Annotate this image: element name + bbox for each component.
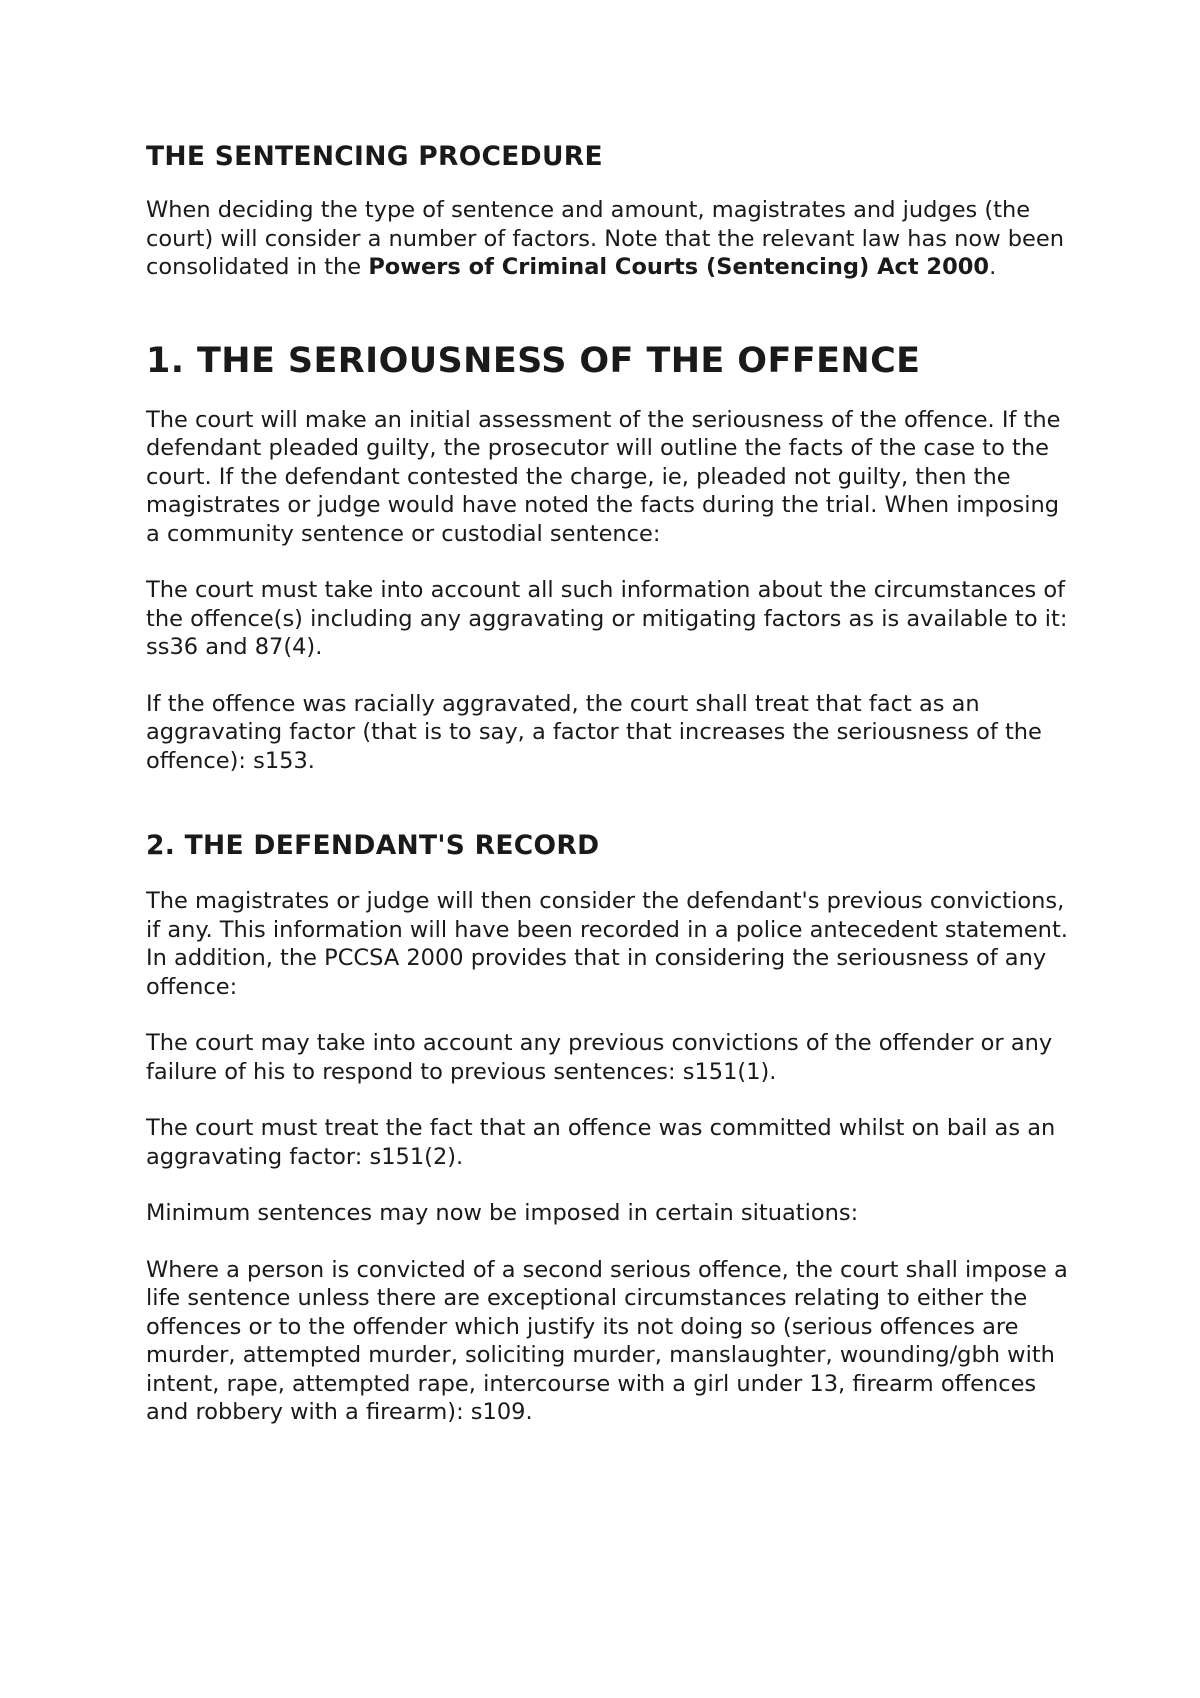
document-title: THE SENTENCING PROCEDURE	[146, 141, 603, 172]
intro-text-end: .	[989, 254, 997, 280]
section-2-heading: 2. THE DEFENDANT'S RECORD	[146, 830, 600, 861]
section-2-paragraph: The magistrates or judge will then consider the defendant's previous convictions, if any. This information will have been recorded in a police antecedent statement. In addition, the PCCSA 2000 provides that in considering the seriousness of any offence:	[146, 888, 1068, 1000]
section-1-paragraph: The court will make an initial assessment of the seriousness of the offence. If the defendant pleaded guilty, the prosecutor will outline the facts of the case to the court. If the defendant contested the charge, ie, pleaded not guilty, then the magistrates or judge would have noted the facts during the trial. When imposing a community sentence or custodial sentence:	[146, 406, 1061, 547]
section-2-paragraph: Where a person is convicted of a second serious offence, the court shall impose a life sentence unless there are exceptional circumstances relating to either the offences or to the offender which justify its not doing so (serious offences are murder, attempted murder, soliciting murder, manslaughter, wounding/gbh with intent, rape, attempted rape, intercourse with a girl under 13, firearm offences and robbery with a firearm): s109.	[146, 1256, 1068, 1425]
act-name: Powers of Criminal Courts (Sentencing) Act 2000	[368, 254, 990, 280]
section-1-heading: 1. THE SERIOUSNESS OF THE OFFENCE	[146, 340, 921, 381]
intro-text: When deciding the type of sentence and amount, magistrates and judges (the court) will consider a number of factors. Note that the relevant law has now been consolidated in the	[146, 197, 1064, 280]
section-2-paragraph: Minimum sentences may now be imposed in certain situations:	[146, 1200, 859, 1226]
section-1-paragraph: The court must take into account all such information about the circumstances of the offence(s) including any aggravating or mitigating factors as is available to it: ss36 and 87(4).	[146, 577, 1068, 660]
section-2-paragraph: The court may take into account any previous convictions of the offender or any failure of his to respond to previous sentences: s151(1).	[146, 1030, 1053, 1085]
section-1-paragraph: If the offence was racially aggravated, the court shall treat that fact as an aggravating factor (that is to say, a factor that increases the seriousness of the offence): s153.	[146, 690, 1042, 774]
intro-paragraph	[146, 196, 1076, 282]
section-2-paragraph: The court must treat the fact that an offence was committed whilst on bail as an aggravating factor: s151(2).	[146, 1115, 1056, 1170]
document-page	[146, 140, 1076, 1427]
